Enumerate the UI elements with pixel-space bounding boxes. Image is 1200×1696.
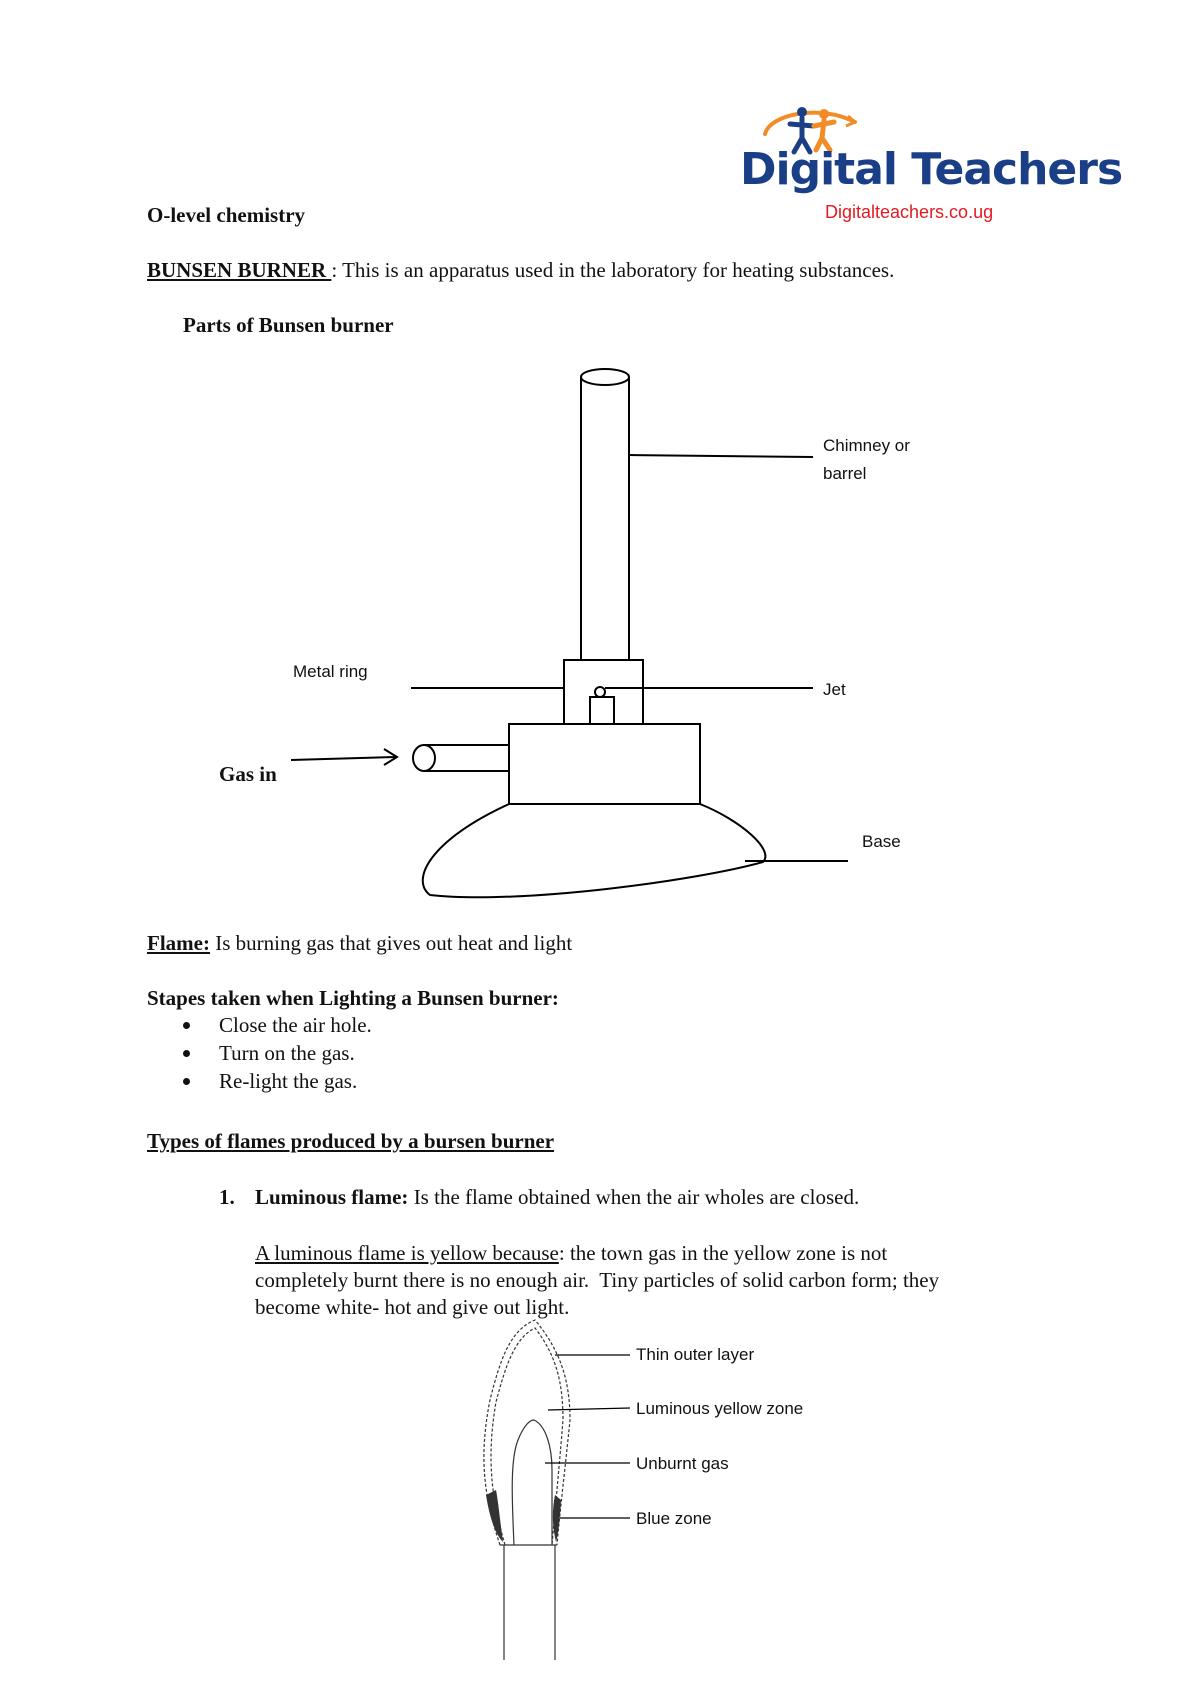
- luminous-reason-underlined: A luminous flame is yellow because: [255, 1241, 559, 1265]
- flame-unburnt-cone: [512, 1420, 552, 1545]
- luminous-text: Is the flame obtained when the air wholes are closed.: [408, 1185, 860, 1209]
- definition-text: : This is an apparatus used in the laboratory for heating substances.: [331, 258, 895, 282]
- step-item: Close the air hole.: [147, 1011, 372, 1039]
- label-flame-outer: Thin outer layer: [636, 1345, 755, 1364]
- flame-definition: [147, 931, 572, 956]
- steps-heading: Stapes taken when Lighting a Bunsen burner:: [147, 986, 559, 1010]
- label-base: Base: [862, 832, 901, 851]
- luminous-number: 1.: [219, 1185, 235, 1209]
- burner-diagram-title: Parts of Bunsen burner: [183, 313, 394, 337]
- logo-url: Digitalteachers.co.ug: [825, 202, 994, 222]
- chimney-pointer: [629, 455, 813, 457]
- gas-inlet-end: [413, 745, 435, 771]
- luminous-reason-line3: become white- hot and give out light.: [255, 1295, 570, 1319]
- luminous-item: [219, 1185, 859, 1210]
- jet-nozzle: [590, 697, 614, 724]
- logo: [740, 104, 1123, 229]
- flame-blue-zone-left: [486, 1490, 503, 1542]
- label-flame-blue: Blue zone: [636, 1509, 712, 1528]
- label-flame-yellow: Luminous yellow zone: [636, 1399, 804, 1418]
- bullet-icon: [183, 1078, 190, 1085]
- flame-text: Is burning gas that gives out heat and light: [209, 931, 573, 955]
- subject-title: O-level chemistry: [147, 203, 306, 227]
- label-chimney: [823, 432, 910, 488]
- steps-list: [147, 1011, 372, 1095]
- label-gas-in: Gas in: [219, 762, 277, 786]
- step-item: Re-light the gas.: [147, 1067, 372, 1095]
- luminous-term: Luminous flame:: [255, 1185, 409, 1209]
- metal-ring-collar: [564, 660, 643, 724]
- flame-blue-zone-right: [553, 1495, 561, 1542]
- label-flame-unburnt: Unburnt gas: [636, 1454, 729, 1473]
- label-chimney-line2: barrel: [823, 464, 867, 483]
- label-metal-ring: Metal ring: [293, 662, 368, 681]
- gas-in-arrow: [291, 757, 396, 760]
- label-jet: Jet: [823, 680, 846, 699]
- flame-outer-layer: [484, 1320, 570, 1545]
- luminous-reason-line2: completely burnt there is no enough air. Tiny particles of solid carbon form; they: [255, 1268, 940, 1292]
- chimney-top: [581, 369, 629, 385]
- label-chimney-line1: Chimney or: [823, 436, 910, 455]
- burner-body: [509, 724, 700, 804]
- bullet-icon: [183, 1022, 190, 1029]
- step-item: Turn on the gas.: [147, 1039, 372, 1067]
- luminous-reason: [255, 1240, 939, 1321]
- luminous-reason-line1: : the town gas in the yellow zone is not: [558, 1241, 888, 1265]
- definition-paragraph: [147, 258, 894, 283]
- pointer-yellow: [548, 1408, 630, 1410]
- definition-term: BUNSEN BURNER: [147, 258, 332, 282]
- types-heading: Types of flames produced by a bursen burner: [147, 1129, 555, 1153]
- logo-wordmark: Digital Teachers: [740, 144, 1123, 195]
- bullet-icon: [183, 1050, 190, 1057]
- flame-term: Flame:: [147, 931, 210, 955]
- burner-base: [423, 804, 766, 897]
